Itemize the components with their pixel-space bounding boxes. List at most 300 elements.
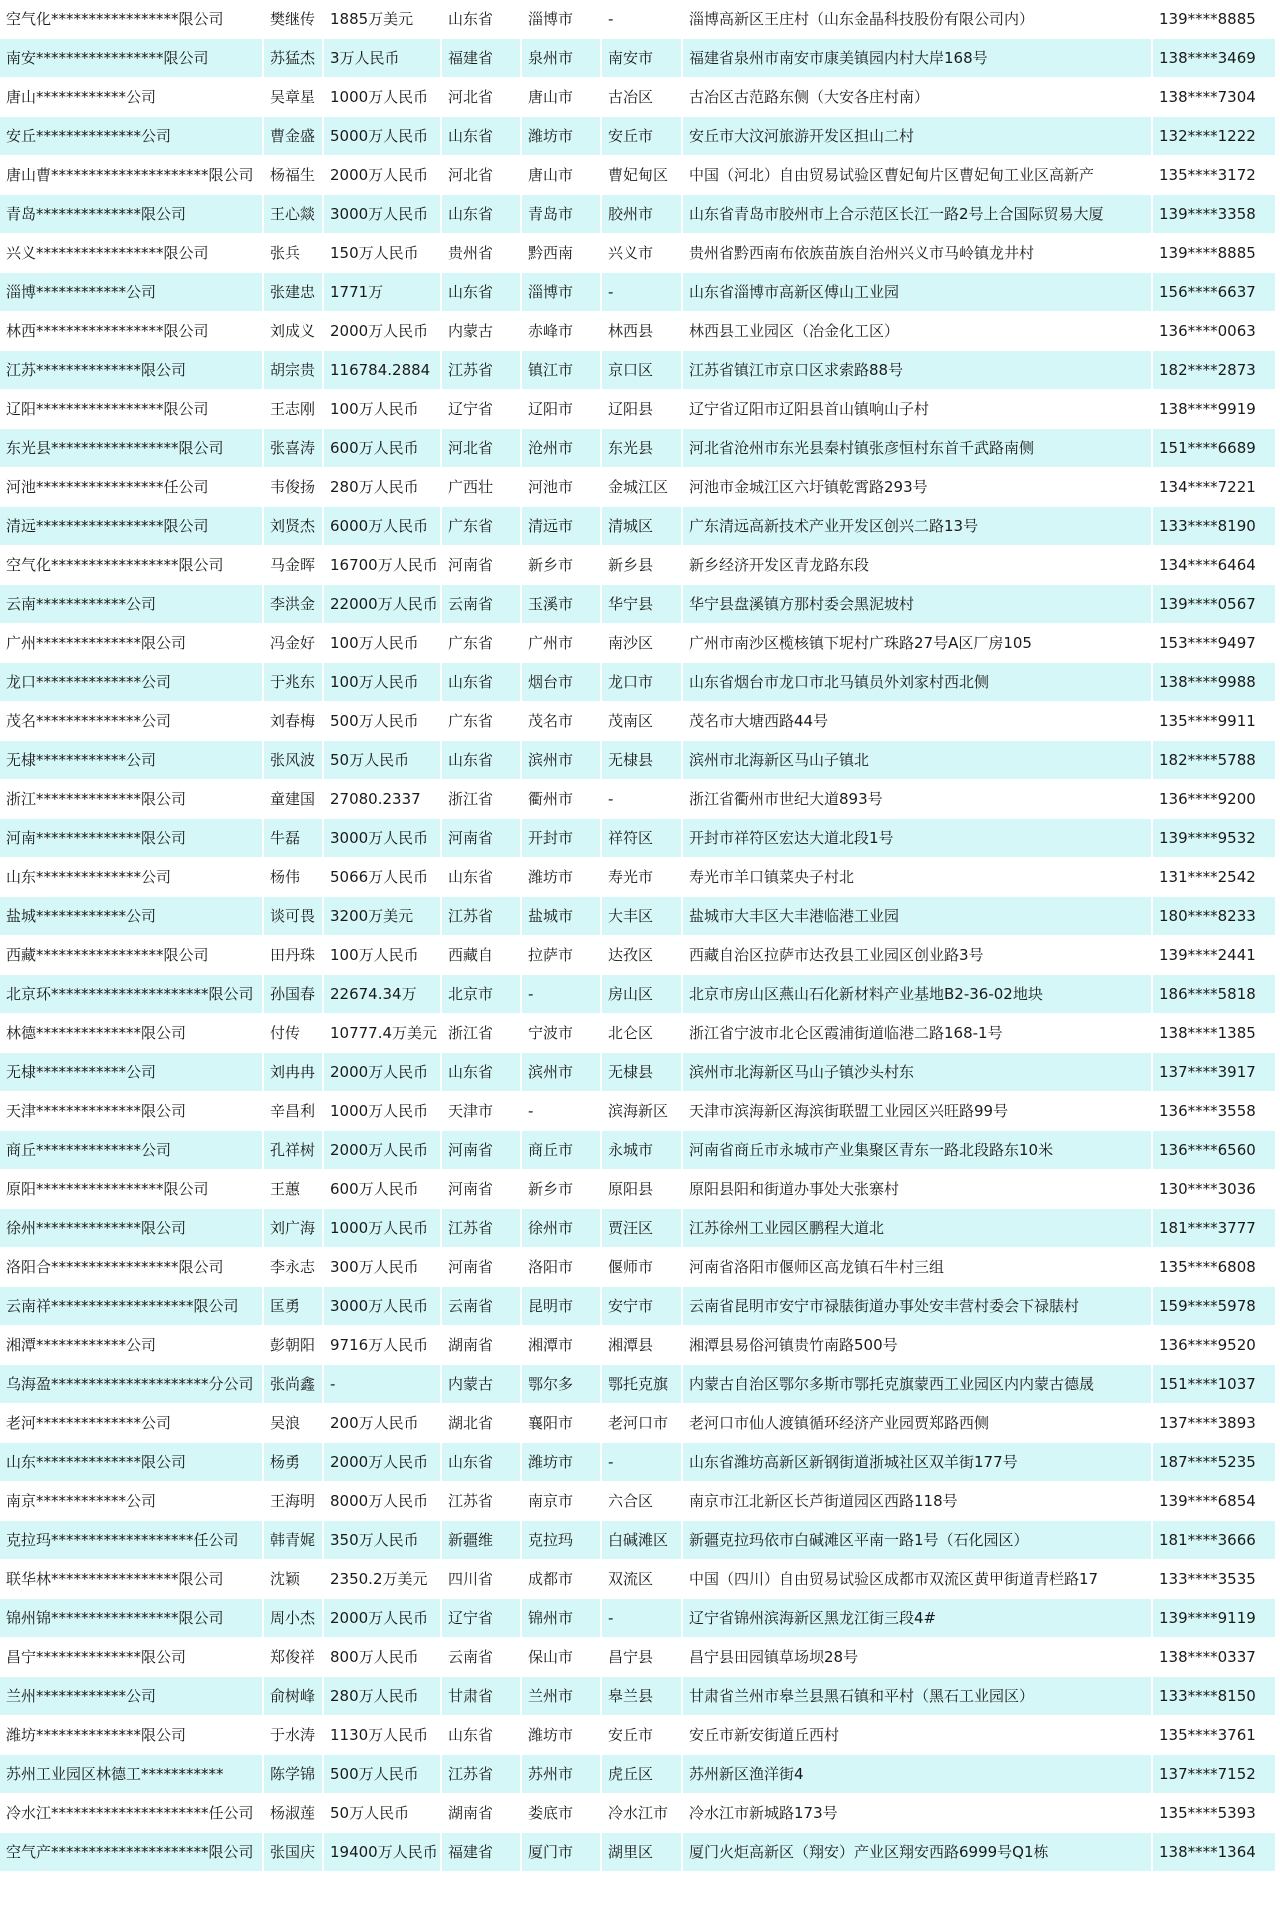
company-name-cell: 兰州************公司 [0, 1677, 264, 1716]
address-cell: 湘潭县易俗河镇贵竹南路500号 [683, 1326, 1153, 1365]
company-name-cell: 南京************公司 [0, 1482, 264, 1521]
address-cell: 寿光市羊口镇菜央子村北 [683, 858, 1153, 897]
phone-cell: 135****3172 [1153, 156, 1275, 195]
registered-capital-cell: 116784.2884 [324, 351, 442, 390]
phone-cell: 187****5235 [1153, 1443, 1275, 1482]
table-row [0, 507, 1275, 546]
table-row [0, 819, 1275, 858]
city-cell: 新乡市 [522, 1170, 602, 1209]
legal-representative-cell: 田丹珠 [264, 936, 324, 975]
province-cell: 四川省 [442, 1560, 522, 1599]
registered-capital-cell: 2000万人民币 [324, 1599, 442, 1638]
registered-capital-cell: 10777.4万美元 [324, 1014, 442, 1053]
phone-cell: 182****2873 [1153, 351, 1275, 390]
address-cell: 古冶区古范路东侧（大安各庄村南） [683, 78, 1153, 117]
company-name-cell: 湘潭************公司 [0, 1326, 264, 1365]
address-cell: 中国（河北）自由贸易试验区曹妃甸片区曹妃甸工业区高新产 [683, 156, 1153, 195]
legal-representative-cell: 陈学锦 [264, 1755, 324, 1794]
table-row [0, 468, 1275, 507]
address-cell: 新疆克拉玛依市白碱滩区平南一路1号（石化园区） [683, 1521, 1153, 1560]
district-cell: 白碱滩区 [602, 1521, 683, 1560]
province-cell: 山东省 [442, 663, 522, 702]
table-row [0, 1053, 1275, 1092]
phone-cell: 139****2441 [1153, 936, 1275, 975]
legal-representative-cell: 匡勇 [264, 1287, 324, 1326]
district-cell: 辽阳县 [602, 390, 683, 429]
phone-cell: 134****6464 [1153, 546, 1275, 585]
table-row [0, 1014, 1275, 1053]
city-cell: 湘潭市 [522, 1326, 602, 1365]
district-cell: 虎丘区 [602, 1755, 683, 1794]
province-cell: 贵州省 [442, 234, 522, 273]
address-cell: 苏州新区渔洋街4 [683, 1755, 1153, 1794]
district-cell: - [602, 780, 683, 819]
province-cell: 广西壮 [442, 468, 522, 507]
address-cell: 南京市江北新区长芦街道园区西路118号 [683, 1482, 1153, 1521]
legal-representative-cell: 韦俊扬 [264, 468, 324, 507]
province-cell: 辽宁省 [442, 1599, 522, 1638]
phone-cell: 133****8190 [1153, 507, 1275, 546]
province-cell: 江苏省 [442, 897, 522, 936]
city-cell: 淄博市 [522, 0, 602, 39]
address-cell: 林西县工业园区（冶金化工区） [683, 312, 1153, 351]
city-cell: 沧州市 [522, 429, 602, 468]
legal-representative-cell: 樊继传 [264, 0, 324, 39]
phone-cell: 133****8150 [1153, 1677, 1275, 1716]
district-cell: 原阳县 [602, 1170, 683, 1209]
company-name-cell: 广州**************限公司 [0, 624, 264, 663]
table-row [0, 741, 1275, 780]
table-row [0, 1794, 1275, 1833]
city-cell: 徐州市 [522, 1209, 602, 1248]
phone-cell: 159****5978 [1153, 1287, 1275, 1326]
province-cell: 江苏省 [442, 1209, 522, 1248]
district-cell: 滨海新区 [602, 1092, 683, 1131]
city-cell: 洛阳市 [522, 1248, 602, 1287]
legal-representative-cell: 刘冉冉 [264, 1053, 324, 1092]
district-cell: 京口区 [602, 351, 683, 390]
registered-capital-cell: 2000万人民币 [324, 1053, 442, 1092]
table-row [0, 858, 1275, 897]
phone-cell: 137****3893 [1153, 1404, 1275, 1443]
phone-cell: 186****5818 [1153, 975, 1275, 1014]
company-name-cell: 东光县*****************限公司 [0, 429, 264, 468]
company-name-cell: 茂名**************公司 [0, 702, 264, 741]
table-row [0, 1248, 1275, 1287]
table-row [0, 1599, 1275, 1638]
registered-capital-cell: 2000万人民币 [324, 1131, 442, 1170]
registered-capital-cell: 500万人民币 [324, 1755, 442, 1794]
company-name-cell: 山东**************公司 [0, 858, 264, 897]
phone-cell: 139****6854 [1153, 1482, 1275, 1521]
district-cell: 鄂托克旗 [602, 1365, 683, 1404]
city-cell: 兰州市 [522, 1677, 602, 1716]
company-name-cell: 唐山曹*********************限公司 [0, 156, 264, 195]
legal-representative-cell: 杨淑莲 [264, 1794, 324, 1833]
registered-capital-cell: 280万人民币 [324, 1677, 442, 1716]
company-name-cell: 冷水江*********************任公司 [0, 1794, 264, 1833]
phone-cell: 156****6637 [1153, 273, 1275, 312]
legal-representative-cell: 彭朝阳 [264, 1326, 324, 1365]
legal-representative-cell: 辛昌利 [264, 1092, 324, 1131]
legal-representative-cell: 曹金盛 [264, 117, 324, 156]
city-cell: 滨州市 [522, 1053, 602, 1092]
phone-cell: 138****9919 [1153, 390, 1275, 429]
company-name-cell: 南安*****************限公司 [0, 39, 264, 78]
registered-capital-cell: 600万人民币 [324, 429, 442, 468]
district-cell: 冷水江市 [602, 1794, 683, 1833]
province-cell: 山东省 [442, 273, 522, 312]
phone-cell: 135****5393 [1153, 1794, 1275, 1833]
table-row [0, 234, 1275, 273]
company-name-cell: 河南**************限公司 [0, 819, 264, 858]
province-cell: 山东省 [442, 858, 522, 897]
legal-representative-cell: 刘春梅 [264, 702, 324, 741]
city-cell: 镇江市 [522, 351, 602, 390]
legal-representative-cell: 周小杰 [264, 1599, 324, 1638]
phone-cell: 130****3036 [1153, 1170, 1275, 1209]
phone-cell: 137****7152 [1153, 1755, 1275, 1794]
legal-representative-cell: 刘贤杰 [264, 507, 324, 546]
city-cell: 南京市 [522, 1482, 602, 1521]
company-name-cell: 盐城************公司 [0, 897, 264, 936]
legal-representative-cell: 王海明 [264, 1482, 324, 1521]
province-cell: 辽宁省 [442, 390, 522, 429]
province-cell: 湖南省 [442, 1326, 522, 1365]
city-cell: 鄂尔多 [522, 1365, 602, 1404]
address-cell: 河南省商丘市永城市产业集聚区青东一路北段路东10米 [683, 1131, 1153, 1170]
company-name-cell: 云南祥*******************限公司 [0, 1287, 264, 1326]
province-cell: 内蒙古 [442, 1365, 522, 1404]
city-cell: 青岛市 [522, 195, 602, 234]
company-name-cell: 林德**************限公司 [0, 1014, 264, 1053]
address-cell: 河南省洛阳市偃师区高龙镇石牛村三组 [683, 1248, 1153, 1287]
table-row [0, 78, 1275, 117]
table-row [0, 1677, 1275, 1716]
legal-representative-cell: 马金晖 [264, 546, 324, 585]
phone-cell: 131****2542 [1153, 858, 1275, 897]
district-cell: 林西县 [602, 312, 683, 351]
city-cell: 商丘市 [522, 1131, 602, 1170]
legal-representative-cell: 于兆东 [264, 663, 324, 702]
district-cell: - [602, 273, 683, 312]
phone-cell: 136****0063 [1153, 312, 1275, 351]
registered-capital-cell: 600万人民币 [324, 1170, 442, 1209]
phone-cell: 133****3535 [1153, 1560, 1275, 1599]
phone-cell: 151****6689 [1153, 429, 1275, 468]
district-cell: 永城市 [602, 1131, 683, 1170]
province-cell: 福建省 [442, 1833, 522, 1872]
registered-capital-cell: 3000万人民币 [324, 195, 442, 234]
registered-capital-cell: - [324, 1365, 442, 1404]
district-cell: 房山区 [602, 975, 683, 1014]
province-cell: 湖南省 [442, 1794, 522, 1833]
registered-capital-cell: 16700万人民币 [324, 546, 442, 585]
registered-capital-cell: 5066万人民币 [324, 858, 442, 897]
province-cell: 甘肃省 [442, 1677, 522, 1716]
company-name-cell: 无棣************公司 [0, 1053, 264, 1092]
address-cell: 江苏省镇江市京口区求索路88号 [683, 351, 1153, 390]
phone-cell: 138****7304 [1153, 78, 1275, 117]
legal-representative-cell: 杨勇 [264, 1443, 324, 1482]
district-cell: 北仑区 [602, 1014, 683, 1053]
company-name-cell: 兴义*****************限公司 [0, 234, 264, 273]
phone-cell: 138****1364 [1153, 1833, 1275, 1872]
district-cell: 兴义市 [602, 234, 683, 273]
address-cell: 广东清远高新技术产业开发区创兴二路13号 [683, 507, 1153, 546]
legal-representative-cell: 杨伟 [264, 858, 324, 897]
address-cell: 内蒙古自治区鄂尔多斯市鄂托克旗蒙西工业园区内内蒙古德晟 [683, 1365, 1153, 1404]
legal-representative-cell: 牛磊 [264, 819, 324, 858]
address-cell: 滨州市北海新区马山子镇北 [683, 741, 1153, 780]
registered-capital-cell: 1000万人民币 [324, 1209, 442, 1248]
company-name-cell: 乌海盈*********************分公司 [0, 1365, 264, 1404]
legal-representative-cell: 冯金好 [264, 624, 324, 663]
legal-representative-cell: 刘广海 [264, 1209, 324, 1248]
province-cell: 广东省 [442, 624, 522, 663]
registered-capital-cell: 19400万人民币 [324, 1833, 442, 1872]
registered-capital-cell: 5000万人民币 [324, 117, 442, 156]
phone-cell: 139****3358 [1153, 195, 1275, 234]
city-cell: 广州市 [522, 624, 602, 663]
phone-cell: 139****8885 [1153, 234, 1275, 273]
province-cell: 山东省 [442, 741, 522, 780]
province-cell: 江苏省 [442, 1755, 522, 1794]
company-name-cell: 清远*****************限公司 [0, 507, 264, 546]
registered-capital-cell: 1771万 [324, 273, 442, 312]
registered-capital-cell: 27080.2337 [324, 780, 442, 819]
table-row [0, 156, 1275, 195]
legal-representative-cell: 韩青娓 [264, 1521, 324, 1560]
province-cell: 新疆维 [442, 1521, 522, 1560]
province-cell: 天津市 [442, 1092, 522, 1131]
table-row [0, 1365, 1275, 1404]
table-row [0, 1482, 1275, 1521]
company-name-cell: 天津**************限公司 [0, 1092, 264, 1131]
province-cell: 浙江省 [442, 1014, 522, 1053]
province-cell: 浙江省 [442, 780, 522, 819]
district-cell: 寿光市 [602, 858, 683, 897]
company-name-cell: 安丘**************公司 [0, 117, 264, 156]
legal-representative-cell: 孔祥树 [264, 1131, 324, 1170]
province-cell: 河北省 [442, 78, 522, 117]
company-name-cell: 潍坊**************限公司 [0, 1716, 264, 1755]
province-cell: 内蒙古 [442, 312, 522, 351]
province-cell: 云南省 [442, 1287, 522, 1326]
company-name-cell: 辽阳*****************限公司 [0, 390, 264, 429]
legal-representative-cell: 杨福生 [264, 156, 324, 195]
legal-representative-cell: 沈颖 [264, 1560, 324, 1599]
table-row [0, 1209, 1275, 1248]
table-row [0, 1092, 1275, 1131]
registered-capital-cell: 2000万人民币 [324, 312, 442, 351]
registered-capital-cell: 22000万人民币 [324, 585, 442, 624]
city-cell: 茂名市 [522, 702, 602, 741]
district-cell: 昌宁县 [602, 1638, 683, 1677]
province-cell: 河北省 [442, 429, 522, 468]
legal-representative-cell: 张兵 [264, 234, 324, 273]
legal-representative-cell: 孙国春 [264, 975, 324, 1014]
city-cell: 黔西南 [522, 234, 602, 273]
city-cell: 唐山市 [522, 78, 602, 117]
city-cell: 厦门市 [522, 1833, 602, 1872]
company-name-cell: 云南************公司 [0, 585, 264, 624]
registered-capital-cell: 1000万人民币 [324, 78, 442, 117]
table-row [0, 1521, 1275, 1560]
district-cell: 无棣县 [602, 741, 683, 780]
company-name-cell: 河池*****************任公司 [0, 468, 264, 507]
province-cell: 河南省 [442, 1170, 522, 1209]
address-cell: 新乡经济开发区青龙路东段 [683, 546, 1153, 585]
district-cell: 胶州市 [602, 195, 683, 234]
province-cell: 山东省 [442, 1716, 522, 1755]
legal-representative-cell: 李永志 [264, 1248, 324, 1287]
phone-cell: 151****1037 [1153, 1365, 1275, 1404]
address-cell: 河北省沧州市东光县秦村镇张彦恒村东首千武路南侧 [683, 429, 1153, 468]
table-row [0, 1833, 1275, 1872]
company-name-cell: 商丘**************公司 [0, 1131, 264, 1170]
legal-representative-cell: 张喜涛 [264, 429, 324, 468]
legal-representative-cell: 张建忠 [264, 273, 324, 312]
company-name-cell: 克拉玛*******************任公司 [0, 1521, 264, 1560]
province-cell: 河南省 [442, 1131, 522, 1170]
address-cell: 滨州市北海新区马山子镇沙头村东 [683, 1053, 1153, 1092]
district-cell: 双流区 [602, 1560, 683, 1599]
company-name-cell: 空气化*****************限公司 [0, 546, 264, 585]
company-name-cell: 原阳*****************限公司 [0, 1170, 264, 1209]
legal-representative-cell: 李洪金 [264, 585, 324, 624]
table-row [0, 39, 1275, 78]
phone-cell: 136****6560 [1153, 1131, 1275, 1170]
phone-cell: 139****9532 [1153, 819, 1275, 858]
registered-capital-cell: 2000万人民币 [324, 156, 442, 195]
province-cell: 山东省 [442, 1443, 522, 1482]
table-row [0, 1170, 1275, 1209]
table-row [0, 1443, 1275, 1482]
registered-capital-cell: 350万人民币 [324, 1521, 442, 1560]
registered-capital-cell: 1885万美元 [324, 0, 442, 39]
district-cell: 安丘市 [602, 1716, 683, 1755]
city-cell: 唐山市 [522, 156, 602, 195]
district-cell: 安宁市 [602, 1287, 683, 1326]
registered-capital-cell: 22674.34万 [324, 975, 442, 1014]
district-cell: 龙口市 [602, 663, 683, 702]
city-cell: 盐城市 [522, 897, 602, 936]
company-name-cell: 龙口**************公司 [0, 663, 264, 702]
phone-cell: 139****0567 [1153, 585, 1275, 624]
city-cell: 玉溪市 [522, 585, 602, 624]
company-name-cell: 昌宁**************限公司 [0, 1638, 264, 1677]
address-cell: 浙江省衢州市世纪大道893号 [683, 780, 1153, 819]
table-row [0, 975, 1275, 1014]
address-cell: 浙江省宁波市北仑区霞浦街道临港二路168-1号 [683, 1014, 1153, 1053]
district-cell: 皋兰县 [602, 1677, 683, 1716]
address-cell: 中国（四川）自由贸易试验区成都市双流区黄甲街道青栏路17 [683, 1560, 1153, 1599]
address-cell: 山东省烟台市龙口市北马镇员外刘家村西北侧 [683, 663, 1153, 702]
registered-capital-cell: 280万人民币 [324, 468, 442, 507]
table-row [0, 546, 1275, 585]
table-row [0, 1638, 1275, 1677]
phone-cell: 139****9119 [1153, 1599, 1275, 1638]
province-cell: 福建省 [442, 39, 522, 78]
city-cell: 新乡市 [522, 546, 602, 585]
table-row [0, 117, 1275, 156]
district-cell: 安丘市 [602, 117, 683, 156]
address-cell: 山东省淄博市高新区傅山工业园 [683, 273, 1153, 312]
company-name-cell: 北京环*********************限公司 [0, 975, 264, 1014]
company-name-cell: 西藏*****************限公司 [0, 936, 264, 975]
address-cell: 安丘市大汶河旅游开发区担山二村 [683, 117, 1153, 156]
phone-cell: 132****1222 [1153, 117, 1275, 156]
company-name-cell: 林西*****************限公司 [0, 312, 264, 351]
address-cell: 老河口市仙人渡镇循环经济产业园贾郑路西侧 [683, 1404, 1153, 1443]
province-cell: 广东省 [442, 702, 522, 741]
registered-capital-cell: 300万人民币 [324, 1248, 442, 1287]
province-cell: 山东省 [442, 0, 522, 39]
company-name-cell: 山东**************限公司 [0, 1443, 264, 1482]
table-row [0, 624, 1275, 663]
phone-cell: 139****8885 [1153, 0, 1275, 39]
phone-cell: 153****9497 [1153, 624, 1275, 663]
table-row [0, 351, 1275, 390]
legal-representative-cell: 刘成义 [264, 312, 324, 351]
registered-capital-cell: 100万人民币 [324, 390, 442, 429]
address-cell: 福建省泉州市南安市康美镇园内村大岸168号 [683, 39, 1153, 78]
phone-cell: 137****3917 [1153, 1053, 1275, 1092]
company-name-cell: 浙江**************限公司 [0, 780, 264, 819]
address-cell: 河池市金城江区六圩镇乾霄路293号 [683, 468, 1153, 507]
legal-representative-cell: 郑俊祥 [264, 1638, 324, 1677]
table-row [0, 1326, 1275, 1365]
table-row [0, 1131, 1275, 1170]
table-row [0, 897, 1275, 936]
district-cell: - [602, 1443, 683, 1482]
company-name-cell: 洛阳合*****************限公司 [0, 1248, 264, 1287]
district-cell: 无棣县 [602, 1053, 683, 1092]
city-cell: 开封市 [522, 819, 602, 858]
address-cell: 昌宁县田园镇草场坝28号 [683, 1638, 1153, 1677]
city-cell: 淄博市 [522, 273, 602, 312]
phone-cell: 134****7221 [1153, 468, 1275, 507]
city-cell: 衢州市 [522, 780, 602, 819]
province-cell: 河北省 [442, 156, 522, 195]
district-cell: 偃师市 [602, 1248, 683, 1287]
table-row [0, 195, 1275, 234]
address-cell: 天津市滨海新区海滨街联盟工业园区兴旺路99号 [683, 1092, 1153, 1131]
city-cell: 襄阳市 [522, 1404, 602, 1443]
district-cell: - [602, 1599, 683, 1638]
city-cell: 潍坊市 [522, 1443, 602, 1482]
address-cell: 盐城市大丰区大丰港临港工业园 [683, 897, 1153, 936]
address-cell: 山东省潍坊高新区新钢街道浙城社区双羊街177号 [683, 1443, 1153, 1482]
city-cell: - [522, 1092, 602, 1131]
city-cell: 克拉玛 [522, 1521, 602, 1560]
address-cell: 安丘市新安街道丘西村 [683, 1716, 1153, 1755]
city-cell: 昆明市 [522, 1287, 602, 1326]
province-cell: 山东省 [442, 117, 522, 156]
city-cell: 潍坊市 [522, 117, 602, 156]
legal-representative-cell: 苏猛杰 [264, 39, 324, 78]
legal-representative-cell: 王心燚 [264, 195, 324, 234]
registered-capital-cell: 50万人民币 [324, 1794, 442, 1833]
address-cell: 华宁县盘溪镇方那村委会黑泥坡村 [683, 585, 1153, 624]
legal-representative-cell: 付传 [264, 1014, 324, 1053]
company-name-cell: 空气产*********************限公司 [0, 1833, 264, 1872]
province-cell: 河南省 [442, 819, 522, 858]
registered-capital-cell: 1000万人民币 [324, 1092, 442, 1131]
province-cell: 江苏省 [442, 1482, 522, 1521]
legal-representative-cell: 王志刚 [264, 390, 324, 429]
